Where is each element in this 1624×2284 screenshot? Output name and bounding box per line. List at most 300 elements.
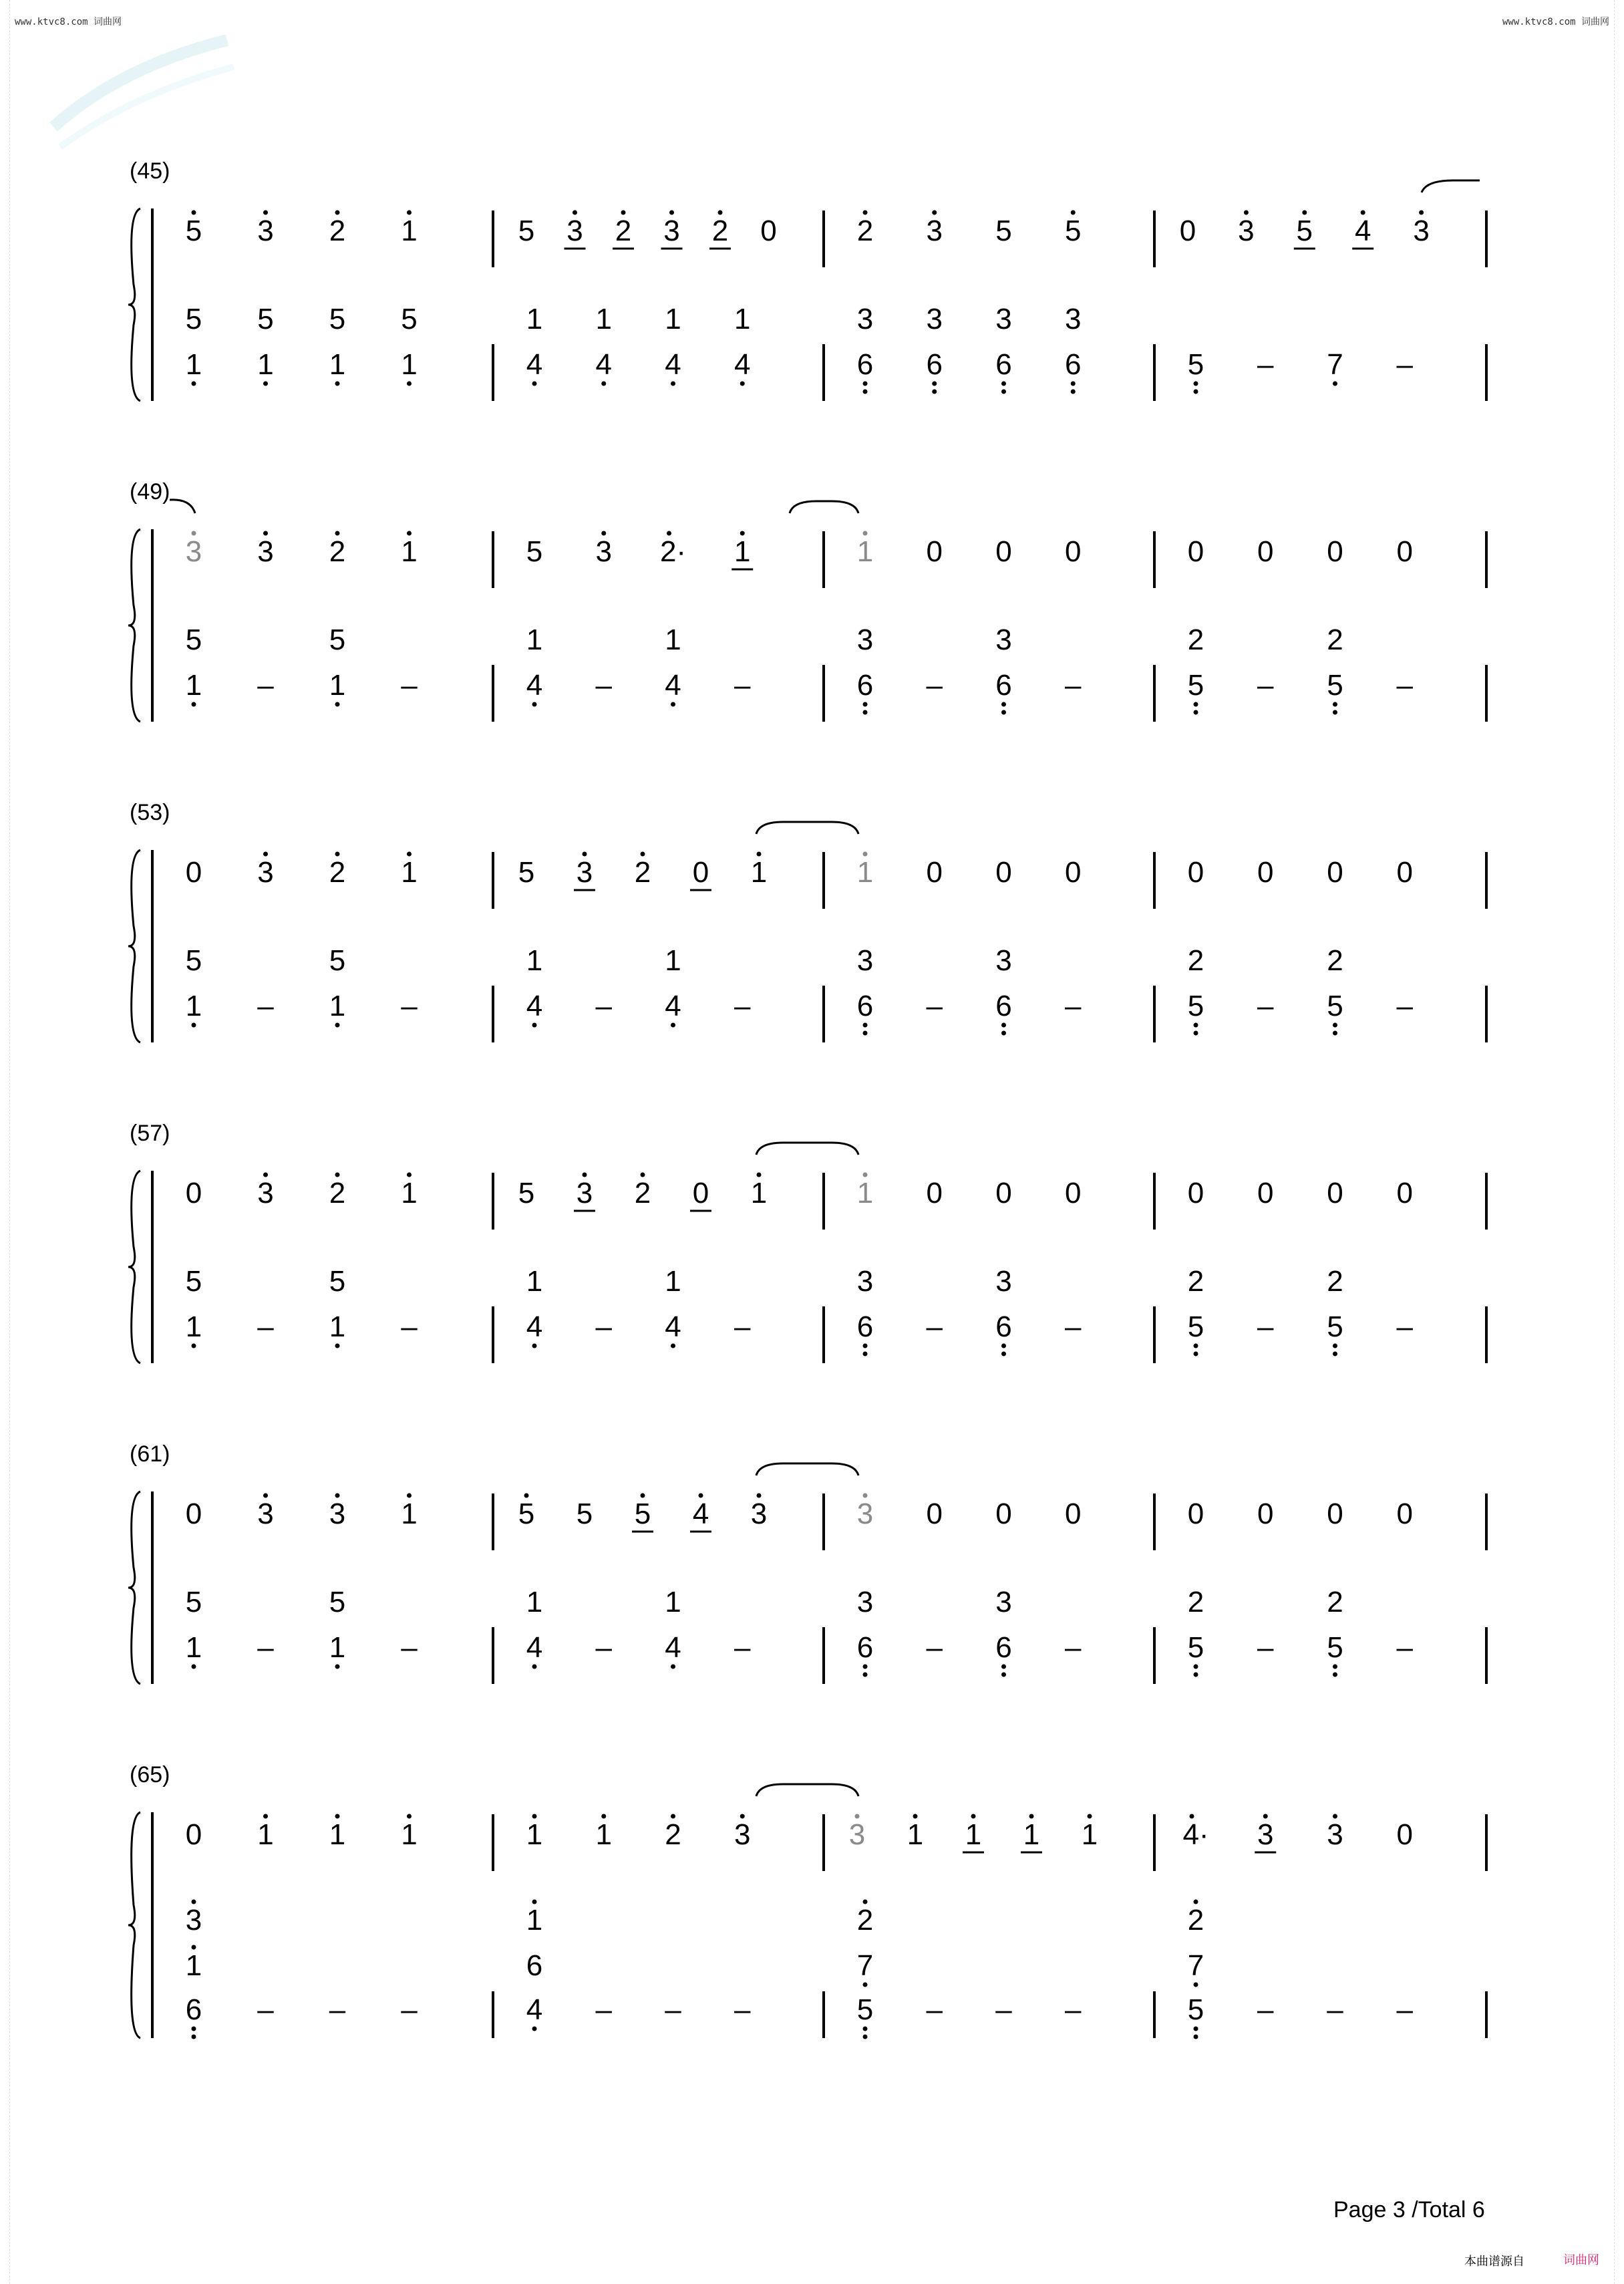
- upper-note: 0: [926, 1497, 943, 1530]
- octave-dot-high: [1029, 1814, 1034, 1819]
- octave-dot-high: [863, 852, 868, 857]
- octave-dot-low: [1333, 702, 1337, 707]
- octave-dot-high: [532, 1814, 537, 1819]
- upper-note: 1: [965, 1818, 982, 1851]
- upper-note: 1: [734, 535, 751, 568]
- octave-dot-low: [192, 1023, 196, 1028]
- lower-note: 4: [526, 669, 543, 702]
- upper-note: 0: [1187, 1177, 1204, 1209]
- octave-dot-low: [335, 382, 340, 386]
- octave-dot-low: [740, 382, 745, 386]
- octave-dot-low: [1194, 1023, 1198, 1028]
- system-brace: [128, 529, 140, 722]
- lower-note: 3: [856, 303, 874, 335]
- upper-note: 0: [1327, 535, 1343, 568]
- upper-note: 0: [1065, 1177, 1082, 1209]
- octave-dot-high: [1194, 1900, 1198, 1904]
- lower-note: 3: [856, 623, 874, 656]
- lower-note: 5: [1187, 1310, 1204, 1343]
- upper-note: 0: [1187, 1497, 1204, 1530]
- lower-note: 3: [1065, 303, 1082, 335]
- upper-note: 0: [926, 1177, 943, 1209]
- lower-note: 1: [185, 1631, 202, 1664]
- octave-dot-low: [192, 702, 196, 707]
- octave-dot-high: [192, 210, 196, 215]
- upper-note: 0: [995, 856, 1012, 889]
- octave-dot-low: [863, 1665, 868, 1669]
- page-number: Page 3 /Total 6: [1333, 2197, 1485, 2223]
- lower-note: 4: [665, 669, 681, 702]
- lower-note: 3: [856, 1586, 874, 1618]
- lower-note: 5: [1187, 990, 1204, 1022]
- octave-dot-high: [621, 210, 626, 215]
- hold-dash: –: [995, 1993, 1012, 2026]
- lower-note: 1: [526, 303, 543, 335]
- lower-note: 1: [185, 990, 202, 1022]
- hold-dash: –: [329, 1993, 346, 2026]
- upper-note: 1: [257, 1818, 274, 1851]
- hold-dash: –: [1396, 990, 1413, 1022]
- upper-note: 0: [995, 1177, 1012, 1209]
- upper-note: 0: [1257, 1497, 1274, 1530]
- octave-dot-high: [671, 1814, 675, 1819]
- lower-note: 5: [257, 303, 274, 335]
- upper-note: 0: [185, 856, 202, 889]
- octave-dot-low: [1194, 382, 1198, 386]
- octave-dot-low: [192, 382, 196, 386]
- lower-note: 2: [1327, 1586, 1343, 1618]
- upper-note: 1: [329, 1818, 346, 1851]
- octave-dot-high: [263, 1173, 268, 1177]
- octave-dot-low: [532, 1344, 537, 1348]
- upper-note: 5: [185, 215, 202, 247]
- lower-note: 1: [526, 1265, 543, 1298]
- upper-note: 3: [576, 856, 593, 889]
- octave-dot-low: [932, 382, 937, 386]
- octave-dot-low: [1194, 1983, 1198, 1987]
- octave-dot-high: [263, 1493, 268, 1498]
- lower-note: 1: [401, 348, 418, 381]
- hold-dash: –: [595, 990, 612, 1022]
- octave-dot-high: [1071, 210, 1076, 215]
- lower-note: 5: [1187, 669, 1204, 702]
- upper-note: 0: [1187, 856, 1204, 889]
- upper-note: 2: [711, 215, 729, 247]
- octave-dot-low: [671, 1665, 675, 1669]
- octave-dot-low: [863, 1983, 868, 1987]
- lower-note: 1: [734, 303, 751, 335]
- hold-dash: –: [734, 990, 751, 1022]
- octave-dot-low: [1194, 1344, 1198, 1348]
- upper-note: 3: [1238, 215, 1255, 247]
- system-brace: [128, 208, 140, 401]
- octave-dot-high: [1190, 1814, 1194, 1819]
- octave-dot-high: [863, 210, 868, 215]
- chord-note: 1: [526, 1904, 543, 1937]
- upper-note: 3: [329, 1497, 346, 1530]
- octave-dot-high: [532, 1900, 537, 1904]
- lower-note: 1: [665, 1265, 681, 1298]
- upper-note: 3: [1257, 1818, 1274, 1851]
- upper-note: 3: [257, 535, 274, 568]
- upper-note: 0: [926, 535, 943, 568]
- octave-dot-low: [863, 2027, 868, 2031]
- hold-dash: –: [595, 1310, 612, 1343]
- octave-dot-high: [1244, 210, 1249, 215]
- octave-dot-low: [863, 382, 868, 386]
- lower-note: 1: [257, 348, 274, 381]
- hold-dash: –: [1257, 990, 1274, 1022]
- hold-dash: –: [926, 669, 943, 702]
- lower-note: 5: [1327, 669, 1343, 702]
- upper-note: 3: [1327, 1818, 1343, 1851]
- octave-dot-low: [335, 1344, 340, 1348]
- system-brace: [128, 1812, 140, 2038]
- chord-note: 7: [856, 1949, 874, 1982]
- upper-note: 1: [401, 215, 418, 247]
- upper-note: 3: [1413, 215, 1430, 247]
- octave-dot-high: [583, 1173, 587, 1177]
- octave-dot-low: [1194, 1665, 1198, 1669]
- octave-dot-high: [407, 1493, 412, 1498]
- upper-note: 5: [634, 1497, 651, 1530]
- upper-note: 0: [995, 535, 1012, 568]
- lower-note: 5: [329, 623, 346, 656]
- tie-arc: [756, 1143, 858, 1155]
- lower-note: 5: [329, 944, 346, 977]
- octave-dot-high: [263, 531, 268, 536]
- lower-note: 6: [995, 669, 1012, 702]
- upper-note: 0: [1396, 1818, 1413, 1851]
- chord-note: 6: [185, 1993, 202, 2026]
- octave-dot-high: [863, 1900, 868, 1904]
- lower-note: 4: [734, 348, 751, 381]
- octave-dot-low: [335, 1023, 340, 1028]
- octave-dot-high: [407, 852, 412, 857]
- octave-dot-low: [192, 2027, 196, 2031]
- lower-note: 1: [329, 669, 346, 702]
- upper-note: 1: [595, 1818, 612, 1851]
- upper-note: 2: [856, 215, 874, 247]
- lower-note: 6: [856, 348, 874, 381]
- octave-dot-high: [699, 1493, 703, 1498]
- octave-dot-low: [1001, 702, 1006, 707]
- upper-note: 0: [1327, 856, 1343, 889]
- octave-dot-low: [1333, 1023, 1337, 1028]
- upper-note: 0: [1065, 535, 1082, 568]
- lower-note: 5: [1327, 990, 1343, 1022]
- octave-dot-low: [863, 1673, 868, 1677]
- octave-dot-high: [407, 531, 412, 536]
- upper-note: 1: [526, 1818, 543, 1851]
- hold-dash: –: [401, 1993, 418, 2026]
- lower-note: 6: [995, 990, 1012, 1022]
- lower-note: 6: [995, 1631, 1012, 1664]
- upper-note: 3: [566, 215, 583, 247]
- upper-note: 5: [1065, 215, 1082, 247]
- lower-note: 5: [1187, 348, 1204, 381]
- lower-note: 3: [926, 303, 943, 335]
- upper-note: 3: [856, 1497, 874, 1530]
- lower-note: 1: [185, 348, 202, 381]
- lower-note: 4: [526, 348, 543, 381]
- octave-dot-high: [601, 531, 606, 536]
- brand-label: 词曲网: [1563, 2253, 1599, 2267]
- upper-note: 1: [856, 1177, 874, 1209]
- hold-dash: –: [926, 1993, 943, 2026]
- lower-note: 5: [401, 303, 418, 335]
- upper-note: 5: [1296, 215, 1313, 247]
- octave-dot-high: [641, 852, 645, 857]
- upper-note: 4·: [1182, 1818, 1209, 1851]
- upper-note: 2: [329, 215, 346, 247]
- octave-dot-low: [1333, 1031, 1337, 1036]
- upper-note: 0: [1396, 535, 1413, 568]
- upper-note: 0: [185, 1177, 202, 1209]
- lower-note: 5: [185, 623, 202, 656]
- upper-note: 1: [1081, 1818, 1098, 1851]
- upper-note: 3: [734, 1818, 751, 1851]
- octave-dot-low: [192, 1665, 196, 1669]
- lower-note: 5: [329, 1586, 346, 1618]
- upper-note: 0: [1396, 1177, 1413, 1209]
- lower-note: 3: [856, 944, 874, 977]
- octave-dot-low: [863, 1352, 868, 1357]
- octave-dot-high: [855, 1814, 860, 1819]
- octave-dot-low: [1071, 382, 1076, 386]
- octave-dot-low: [1194, 1031, 1198, 1036]
- upper-note: 2·: [659, 535, 687, 568]
- lower-note: 6: [995, 348, 1012, 381]
- hold-dash: –: [595, 1993, 612, 2026]
- measure-number: (45): [130, 158, 170, 184]
- hold-dash: –: [1396, 1310, 1413, 1343]
- octave-dot-high: [740, 531, 745, 536]
- upper-note: 3: [848, 1818, 866, 1851]
- lower-note: 4: [665, 1631, 681, 1664]
- octave-dot-low: [1001, 382, 1006, 386]
- upper-note: 3: [257, 215, 274, 247]
- upper-note: 2: [665, 1818, 681, 1851]
- upper-note: 3: [185, 535, 202, 568]
- upper-note: 0: [926, 856, 943, 889]
- hold-dash: –: [1396, 1993, 1413, 2026]
- lower-note: 4: [665, 348, 681, 381]
- octave-dot-high: [263, 210, 268, 215]
- hold-dash: –: [257, 1631, 274, 1664]
- hold-dash: –: [734, 1993, 751, 2026]
- hold-dash: –: [1257, 348, 1274, 381]
- lower-note: 2: [1187, 944, 1204, 977]
- octave-dot-low: [1333, 382, 1337, 386]
- octave-dot-high: [757, 1493, 762, 1498]
- lower-note: 1: [526, 944, 543, 977]
- octave-dot-low: [1333, 1352, 1337, 1357]
- upper-note: 0: [1065, 1497, 1082, 1530]
- chord-note: 6: [526, 1949, 543, 1982]
- octave-dot-low: [1001, 1023, 1006, 1028]
- upper-note: 1: [750, 856, 768, 889]
- octave-dot-high: [1333, 1814, 1337, 1819]
- octave-dot-high: [407, 1173, 412, 1177]
- lower-note: 6: [926, 348, 943, 381]
- upper-note: 1: [1023, 1818, 1040, 1851]
- upper-note: 0: [1396, 856, 1413, 889]
- upper-note: 1: [401, 1818, 418, 1851]
- octave-dot-low: [407, 382, 412, 386]
- lower-note: 1: [526, 1586, 543, 1618]
- hold-dash: –: [257, 1993, 274, 2026]
- chord-note: 5: [1187, 1993, 1204, 2026]
- octave-dot-low: [335, 702, 340, 707]
- upper-note: 1: [750, 1177, 768, 1209]
- upper-note: 0: [1257, 535, 1274, 568]
- octave-dot-high: [192, 1945, 196, 1950]
- octave-dot-low: [932, 390, 937, 394]
- octave-dot-low: [1001, 1673, 1006, 1677]
- octave-dot-low: [1194, 1352, 1198, 1357]
- octave-dot-high: [913, 1814, 918, 1819]
- upper-note: 0: [760, 215, 777, 247]
- lower-note: 5: [185, 1265, 202, 1298]
- octave-dot-high: [740, 1814, 745, 1819]
- octave-dot-low: [1194, 702, 1198, 707]
- octave-dot-high: [335, 1493, 340, 1498]
- hold-dash: –: [257, 1310, 274, 1343]
- hold-dash: –: [1065, 669, 1082, 702]
- hold-dash: –: [734, 1631, 751, 1664]
- octave-dot-high: [757, 852, 762, 857]
- octave-dot-low: [1333, 1673, 1337, 1677]
- measure-number: (57): [130, 1121, 170, 1146]
- measure-number: (53): [130, 800, 170, 825]
- lower-note: 4: [526, 1631, 543, 1664]
- octave-dot-low: [532, 1665, 537, 1669]
- lower-note: 3: [995, 623, 1012, 656]
- chord-note: 2: [856, 1904, 874, 1937]
- octave-dot-high: [1361, 210, 1365, 215]
- system-brace: [128, 1491, 140, 1684]
- upper-note: 4: [692, 1497, 709, 1530]
- lower-note: 1: [329, 1631, 346, 1664]
- hold-dash: –: [734, 1310, 751, 1343]
- tie-arc: [1422, 180, 1480, 192]
- octave-dot-low: [1001, 1665, 1006, 1669]
- octave-dot-low: [1194, 710, 1198, 715]
- hold-dash: –: [401, 1310, 418, 1343]
- octave-dot-low: [1333, 710, 1337, 715]
- hold-dash: –: [1396, 1631, 1413, 1664]
- upper-note: 0: [185, 1497, 202, 1530]
- chord-note: 5: [856, 1993, 874, 2026]
- upper-note: 2: [615, 215, 632, 247]
- octave-dot-high: [1419, 210, 1424, 215]
- octave-dot-high: [863, 1493, 868, 1498]
- octave-dot-high: [573, 210, 577, 215]
- upper-note: 3: [257, 1177, 274, 1209]
- upper-note: 0: [1065, 856, 1082, 889]
- lower-note: 6: [856, 669, 874, 702]
- upper-note: 5: [518, 215, 535, 247]
- upper-note: 4: [1354, 215, 1371, 247]
- lower-note: 4: [665, 990, 681, 1022]
- octave-dot-low: [863, 710, 868, 715]
- octave-dot-high: [757, 1173, 762, 1177]
- lower-note: 4: [526, 1310, 543, 1343]
- octave-dot-high: [641, 1493, 645, 1498]
- lower-note: 1: [665, 623, 681, 656]
- hold-dash: –: [926, 1310, 943, 1343]
- octave-dot-high: [335, 210, 340, 215]
- octave-dot-low: [1071, 390, 1076, 394]
- upper-note: 5: [995, 215, 1012, 247]
- lower-note: 7: [1327, 348, 1343, 381]
- hold-dash: –: [1257, 1310, 1274, 1343]
- octave-dot-low: [1333, 1344, 1337, 1348]
- upper-note: 2: [329, 535, 346, 568]
- upper-note: 1: [401, 535, 418, 568]
- octave-dot-low: [532, 382, 537, 386]
- upper-note: 1: [856, 535, 874, 568]
- upper-note: 3: [257, 856, 274, 889]
- lower-note: 1: [665, 1586, 681, 1618]
- upper-note: 5: [526, 535, 543, 568]
- lower-note: 1: [595, 303, 612, 335]
- system-brace: [128, 1171, 140, 1363]
- octave-dot-low: [532, 2027, 537, 2031]
- lower-note: 1: [185, 669, 202, 702]
- upper-note: 1: [856, 856, 874, 889]
- lower-note: 5: [1187, 1631, 1204, 1664]
- lower-note: 6: [856, 1310, 874, 1343]
- lower-note: 1: [329, 1310, 346, 1343]
- octave-dot-high: [1263, 1814, 1268, 1819]
- octave-dot-high: [863, 1173, 868, 1177]
- site-header-right: www.ktvc8.com 词曲网: [1502, 17, 1609, 27]
- hold-dash: –: [734, 669, 751, 702]
- upper-note: 3: [595, 535, 612, 568]
- hold-dash: –: [595, 669, 612, 702]
- measure-number: (61): [130, 1441, 170, 1467]
- octave-dot-low: [1001, 1344, 1006, 1348]
- hold-dash: –: [1065, 990, 1082, 1022]
- hold-dash: –: [665, 1993, 681, 2026]
- lower-note: 3: [995, 1586, 1012, 1618]
- upper-note: 0: [1187, 535, 1204, 568]
- upper-note: 3: [926, 215, 943, 247]
- upper-note: 0: [995, 1497, 1012, 1530]
- octave-dot-low: [1001, 1352, 1006, 1357]
- upper-note: 5: [518, 1177, 535, 1209]
- chord-note: 2: [1187, 1904, 1204, 1937]
- lower-note: 4: [595, 348, 612, 381]
- octave-dot-high: [932, 210, 937, 215]
- octave-dot-low: [863, 702, 868, 707]
- upper-note: 1: [401, 856, 418, 889]
- octave-dot-high: [524, 1493, 529, 1498]
- lower-note: 1: [526, 623, 543, 656]
- chord-note: 4: [526, 1993, 543, 2026]
- upper-note: 2: [329, 1177, 346, 1209]
- hold-dash: –: [1065, 1631, 1082, 1664]
- octave-dot-high: [641, 1173, 645, 1177]
- upper-note: 5: [518, 856, 535, 889]
- lower-note: 5: [1327, 1631, 1343, 1664]
- octave-dot-high: [583, 852, 587, 857]
- upper-note: 1: [401, 1497, 418, 1530]
- octave-dot-high: [1088, 1814, 1092, 1819]
- octave-dot-high: [192, 531, 196, 536]
